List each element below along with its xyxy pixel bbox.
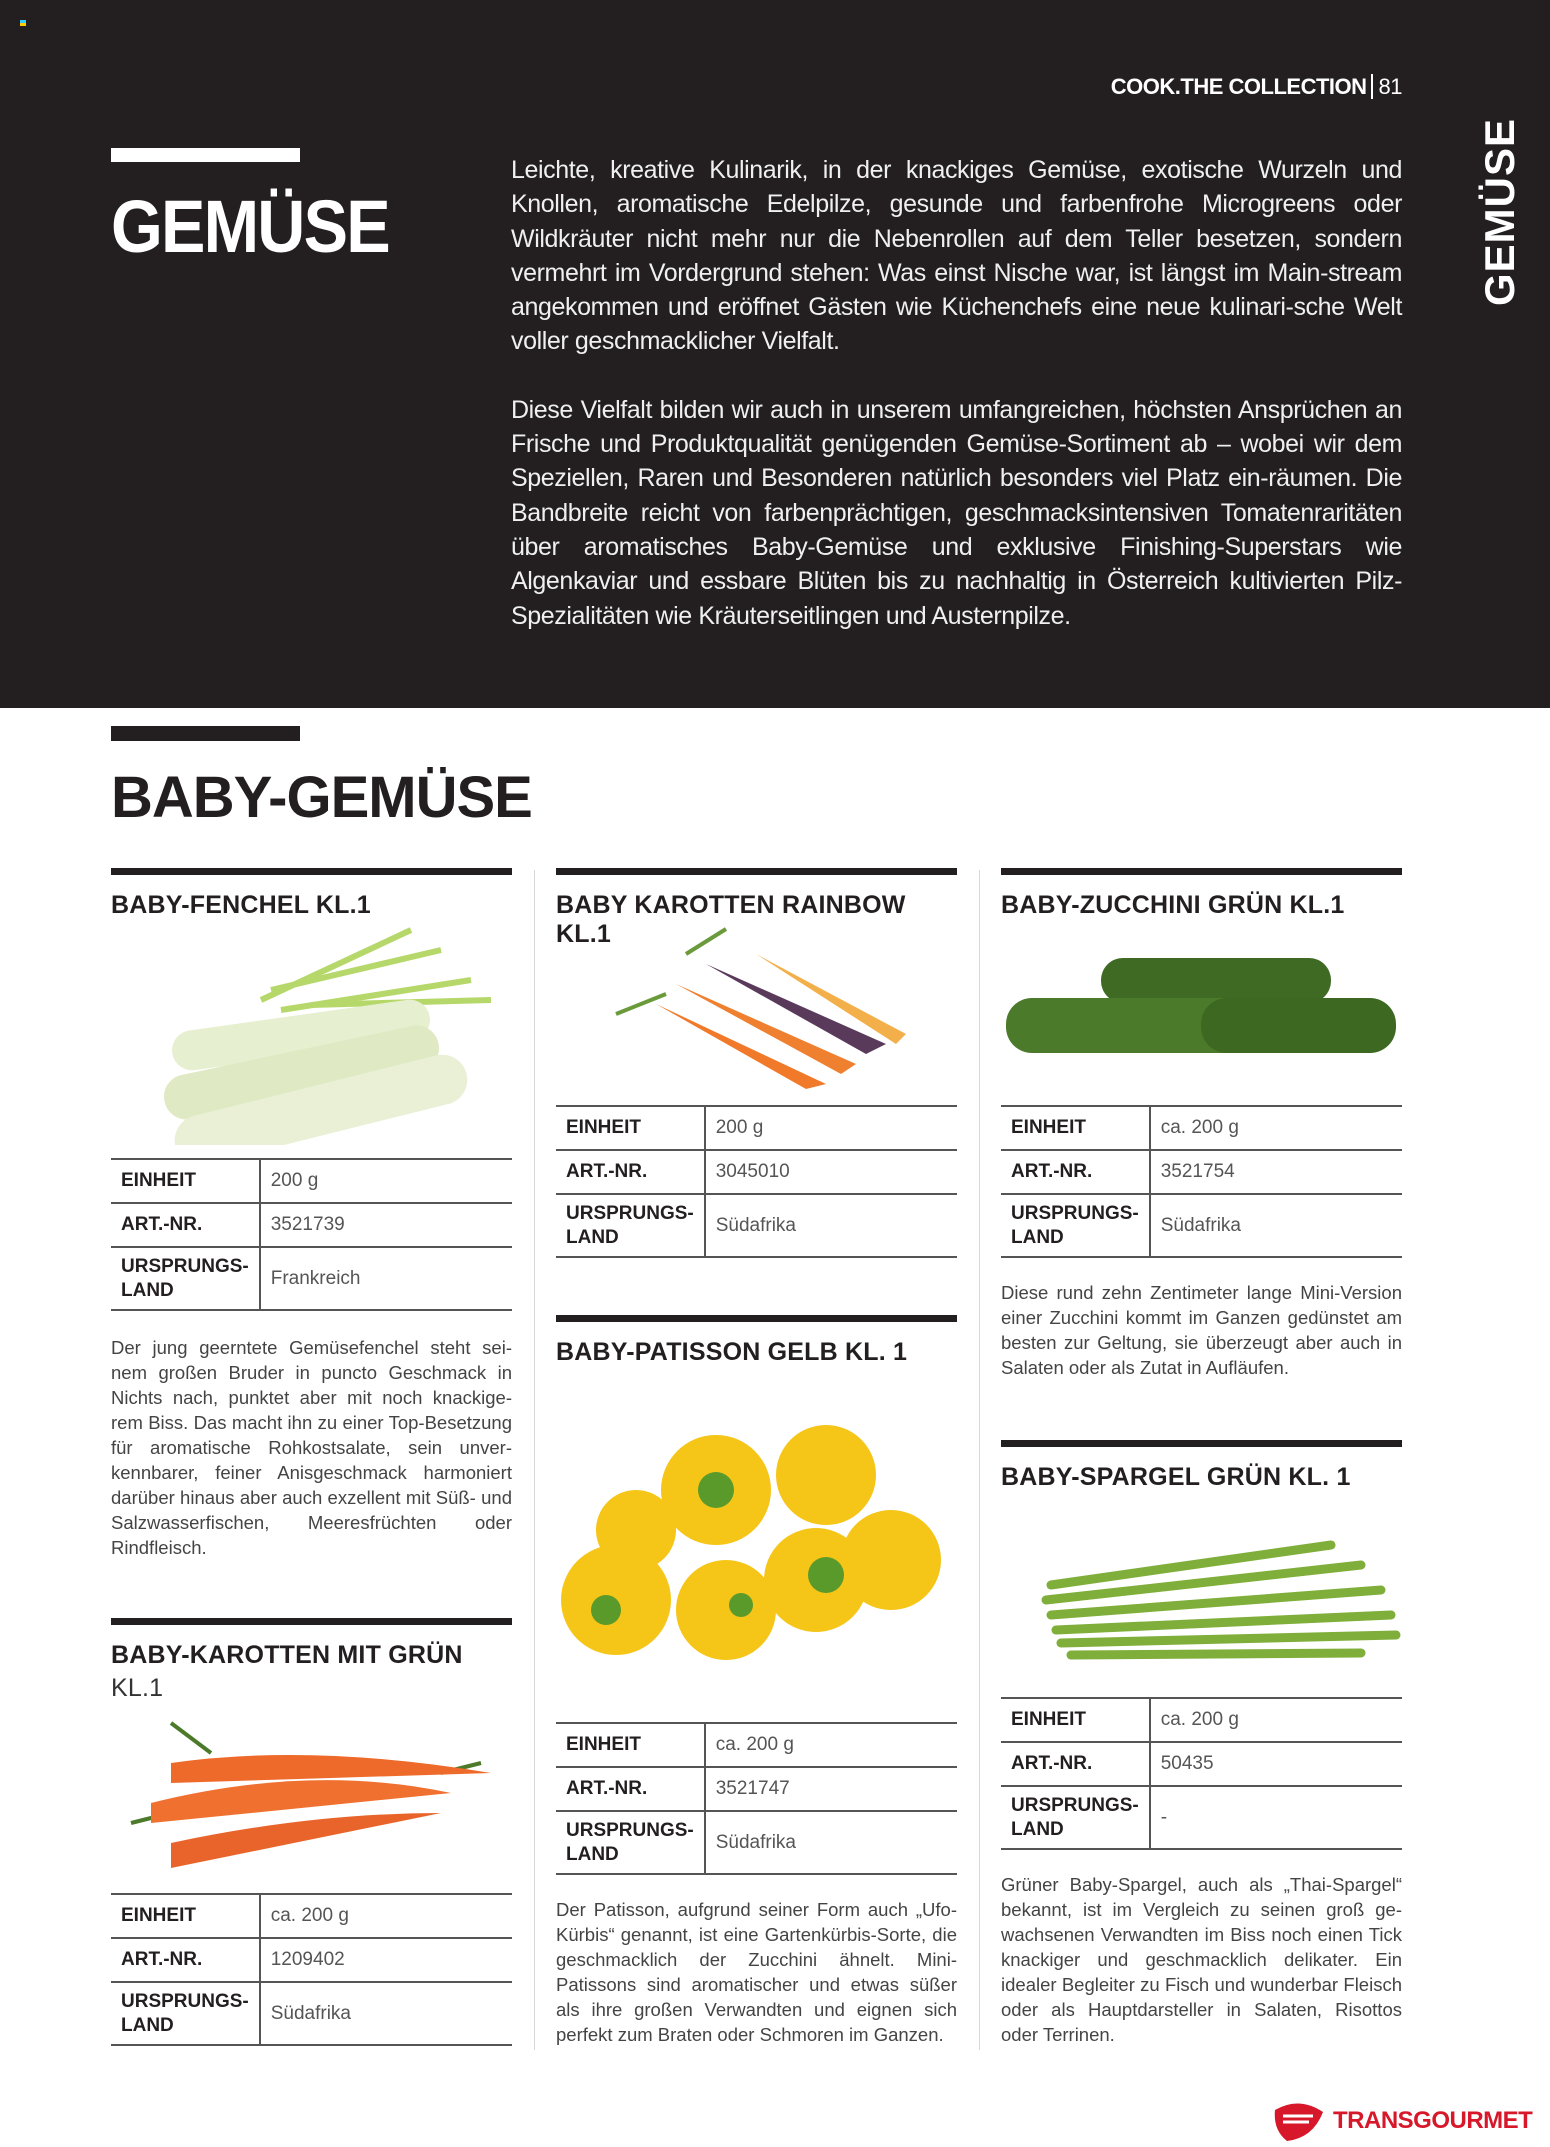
product-baby-patisson	[556, 1315, 957, 2045]
article-value: 50435	[1150, 1742, 1402, 1786]
product-description: Grüner Baby-Spargel, auch als „Thai-Spargel“ bekannt, ist im Vergleich zu seinen groß ge-wachsenen Verwandten im Biss noch einen Tick knackiger und geschmacklich delikater. Ein idealer Begleiter zu Fisch und wunderbar Fleisch oder als Hauptdarsteller in Salaten, Risottos oder Terrinen.	[1001, 1874, 1402, 2045]
origin-value: Südafrika	[260, 1982, 512, 2045]
page-number: 81	[1371, 74, 1402, 99]
product-baby-zucchini	[1001, 868, 1402, 1378]
product-info-table	[1001, 1697, 1402, 1850]
unit-label: EINHEIT	[111, 1159, 260, 1203]
article-label: ART.-NR.	[1001, 1150, 1150, 1194]
product-description: Der jung geerntete Gemüsefenchel steht sei-nem großen Bruder in puncto Geschmack in Nichts nach, punktet aber mit noch knackige-rem Biss. Das macht ihn zu einer Top-Besetzung für aromatische Rohkostsalate, sein unver-kennbarer, feiner Anisgeschmack harmoniert darüber hinaus aber auch exzellent mit Süß- und Salzwasserfischen, Meeresfrüchten oder Rindfleisch.	[111, 1337, 512, 1558]
product-title: BABY-SPARGEL GRÜN KL. 1	[1001, 1463, 1351, 1491]
product-title: BABY-PATISSON GELB KL. 1	[556, 1338, 908, 1366]
unit-label: EINHEIT	[111, 1894, 260, 1938]
column-divider	[534, 870, 535, 2050]
product-info-table	[1001, 1105, 1402, 1258]
print-marks	[20, 20, 26, 26]
column-divider	[979, 870, 980, 2050]
article-value: 3521739	[260, 1203, 512, 1247]
origin-value: -	[1150, 1786, 1402, 1849]
origin-label: URSPRUNGS-LAND	[1001, 1194, 1150, 1257]
unit-value: ca. 200 g	[260, 1894, 512, 1938]
carrots-image	[111, 1703, 512, 1883]
unit-value: 200 g	[705, 1106, 957, 1150]
unit-value: 200 g	[260, 1159, 512, 1203]
article-label: ART.-NR.	[1001, 1742, 1150, 1786]
product-baby-karotten-rainbow	[556, 868, 957, 1248]
patisson-image	[556, 1410, 957, 1685]
transgourmet-logo	[1273, 2100, 1532, 2142]
running-header	[1111, 74, 1402, 100]
brand-name: TRANSGOURMET	[1333, 2107, 1533, 2134]
fennel-image	[111, 920, 512, 1145]
origin-label: URSPRUNGS-LAND	[556, 1194, 705, 1257]
article-value: 3521754	[1150, 1150, 1402, 1194]
intro-paragraph: Diese Vielfalt bilden wir auch in unserem umfangreichen, höchsten Ansprüchen an Frische und Produktqualität genügenden Gemüse-Sortiment ab – wobei wir dem Speziellen, Raren und Besonderen natürlich besonders viel Platz ein-räumen. Die Bandbreite reicht von farbenprächtigen, geschmacksintensiven Tomatenraritäten über aromatisches Baby-Gemüse und exklusive Finishing-Superstars wie Algenkaviar und essbare Blüten bis zu nachhaltig in Österreich kultivierten Pilz-Spezialitäten wie Kräuterseitlingen und Austernpilze.	[511, 395, 1402, 630]
product-info-table	[556, 1105, 957, 1258]
product-info-table	[556, 1722, 957, 1875]
intro-paragraph: Leichte, kreative Kulinarik, in der knackiges Gemüse, exotische Wurzeln und Knollen, aromatische Edelpilze, gesunde und farbenfrohe Microgreens oder Wildkräuter nicht mehr nur die Nebenrollen auf dem Teller besetzen, sondern vermehrt im Vordergrund stehen: Was einst Nische war, ist längst im Main-stream angekommen und eröffnet Gästen wie Küchenchefs eine neue kulinari-sche Welt voller geschmacklicher Vielfalt.	[511, 156, 1402, 356]
origin-label: URSPRUNGS-LAND	[111, 1247, 260, 1310]
product-title	[111, 1641, 512, 1703]
article-value: 3521747	[705, 1767, 957, 1811]
article-value: 1209402	[260, 1938, 512, 1982]
side-chapter-label: GEMÜSE	[1476, 117, 1523, 306]
origin-label: URSPRUNGS-LAND	[1001, 1786, 1150, 1849]
origin-label: URSPRUNGS-LAND	[556, 1811, 705, 1874]
product-info-table	[111, 1158, 512, 1311]
product-description: Der Patisson, aufgrund seiner Form auch „Ufo-Kürbis“ genannt, ist eine Gartenkürbis-Sorte, die geschmacklich der Zucchini ähnelt. Mini-Patissons sind aromatischer und etwas süßer als ihre großen Verwandten und eignen sich perfekt zum Braten oder Schmoren im Ganzen.	[556, 1899, 957, 2045]
article-label: ART.-NR.	[556, 1767, 705, 1811]
intro-text	[511, 153, 1402, 633]
unit-label: EINHEIT	[1001, 1106, 1150, 1150]
article-value: 3045010	[705, 1150, 957, 1194]
product-name: BABY-KAROTTEN MIT GRÜN	[111, 1641, 463, 1669]
product-baby-fenchel	[111, 868, 512, 1558]
unit-label: EINHEIT	[556, 1723, 705, 1767]
origin-value: Südafrika	[705, 1811, 957, 1874]
product-description: Diese rund zehn Zentimeter lange Mini-Version einer Zucchini kommt im Ganzen gedünstet am besten zur Geltung, sie überzeugt aber auch in Salaten oder als Zutat in Aufläufen.	[1001, 1282, 1402, 1378]
unit-label: EINHEIT	[556, 1106, 705, 1150]
article-label: ART.-NR.	[111, 1203, 260, 1247]
asparagus-image	[1001, 1525, 1402, 1675]
product-class: KL.1	[111, 1674, 164, 1702]
zucchini-image	[1001, 948, 1402, 1073]
section-title: BABY-GEMÜSE	[111, 765, 532, 830]
publication-title: COOK.THE COLLECTION	[1110, 74, 1367, 99]
logo-mark-icon	[1273, 2100, 1325, 2142]
product-info-table	[111, 1893, 512, 2046]
product-title: BABY KAROTTEN RAINBOW KL.1	[556, 891, 906, 948]
product-baby-spargel	[1001, 1440, 1402, 2045]
section-accent-bar	[111, 726, 300, 741]
title-accent-bar	[111, 148, 300, 162]
origin-value: Frankreich	[260, 1247, 512, 1310]
hero-banner	[0, 0, 1550, 708]
unit-value: ca. 200 g	[1150, 1106, 1402, 1150]
origin-label: URSPRUNGS-LAND	[111, 1982, 260, 2045]
unit-value: ca. 200 g	[705, 1723, 957, 1767]
origin-value: Südafrika	[705, 1194, 957, 1257]
article-label: ART.-NR.	[556, 1150, 705, 1194]
article-label: ART.-NR.	[111, 1938, 260, 1982]
origin-value: Südafrika	[1150, 1194, 1402, 1257]
product-title: BABY-FENCHEL KL.1	[111, 891, 371, 919]
rainbow-carrots-image	[556, 924, 957, 1096]
unit-value: ca. 200 g	[1150, 1698, 1402, 1742]
product-title: BABY-ZUCCHINI GRÜN KL.1	[1001, 891, 1345, 919]
product-baby-karotten-gruen	[111, 1618, 512, 2036]
unit-label: EINHEIT	[1001, 1698, 1150, 1742]
chapter-title: GEMÜSE	[111, 185, 389, 268]
